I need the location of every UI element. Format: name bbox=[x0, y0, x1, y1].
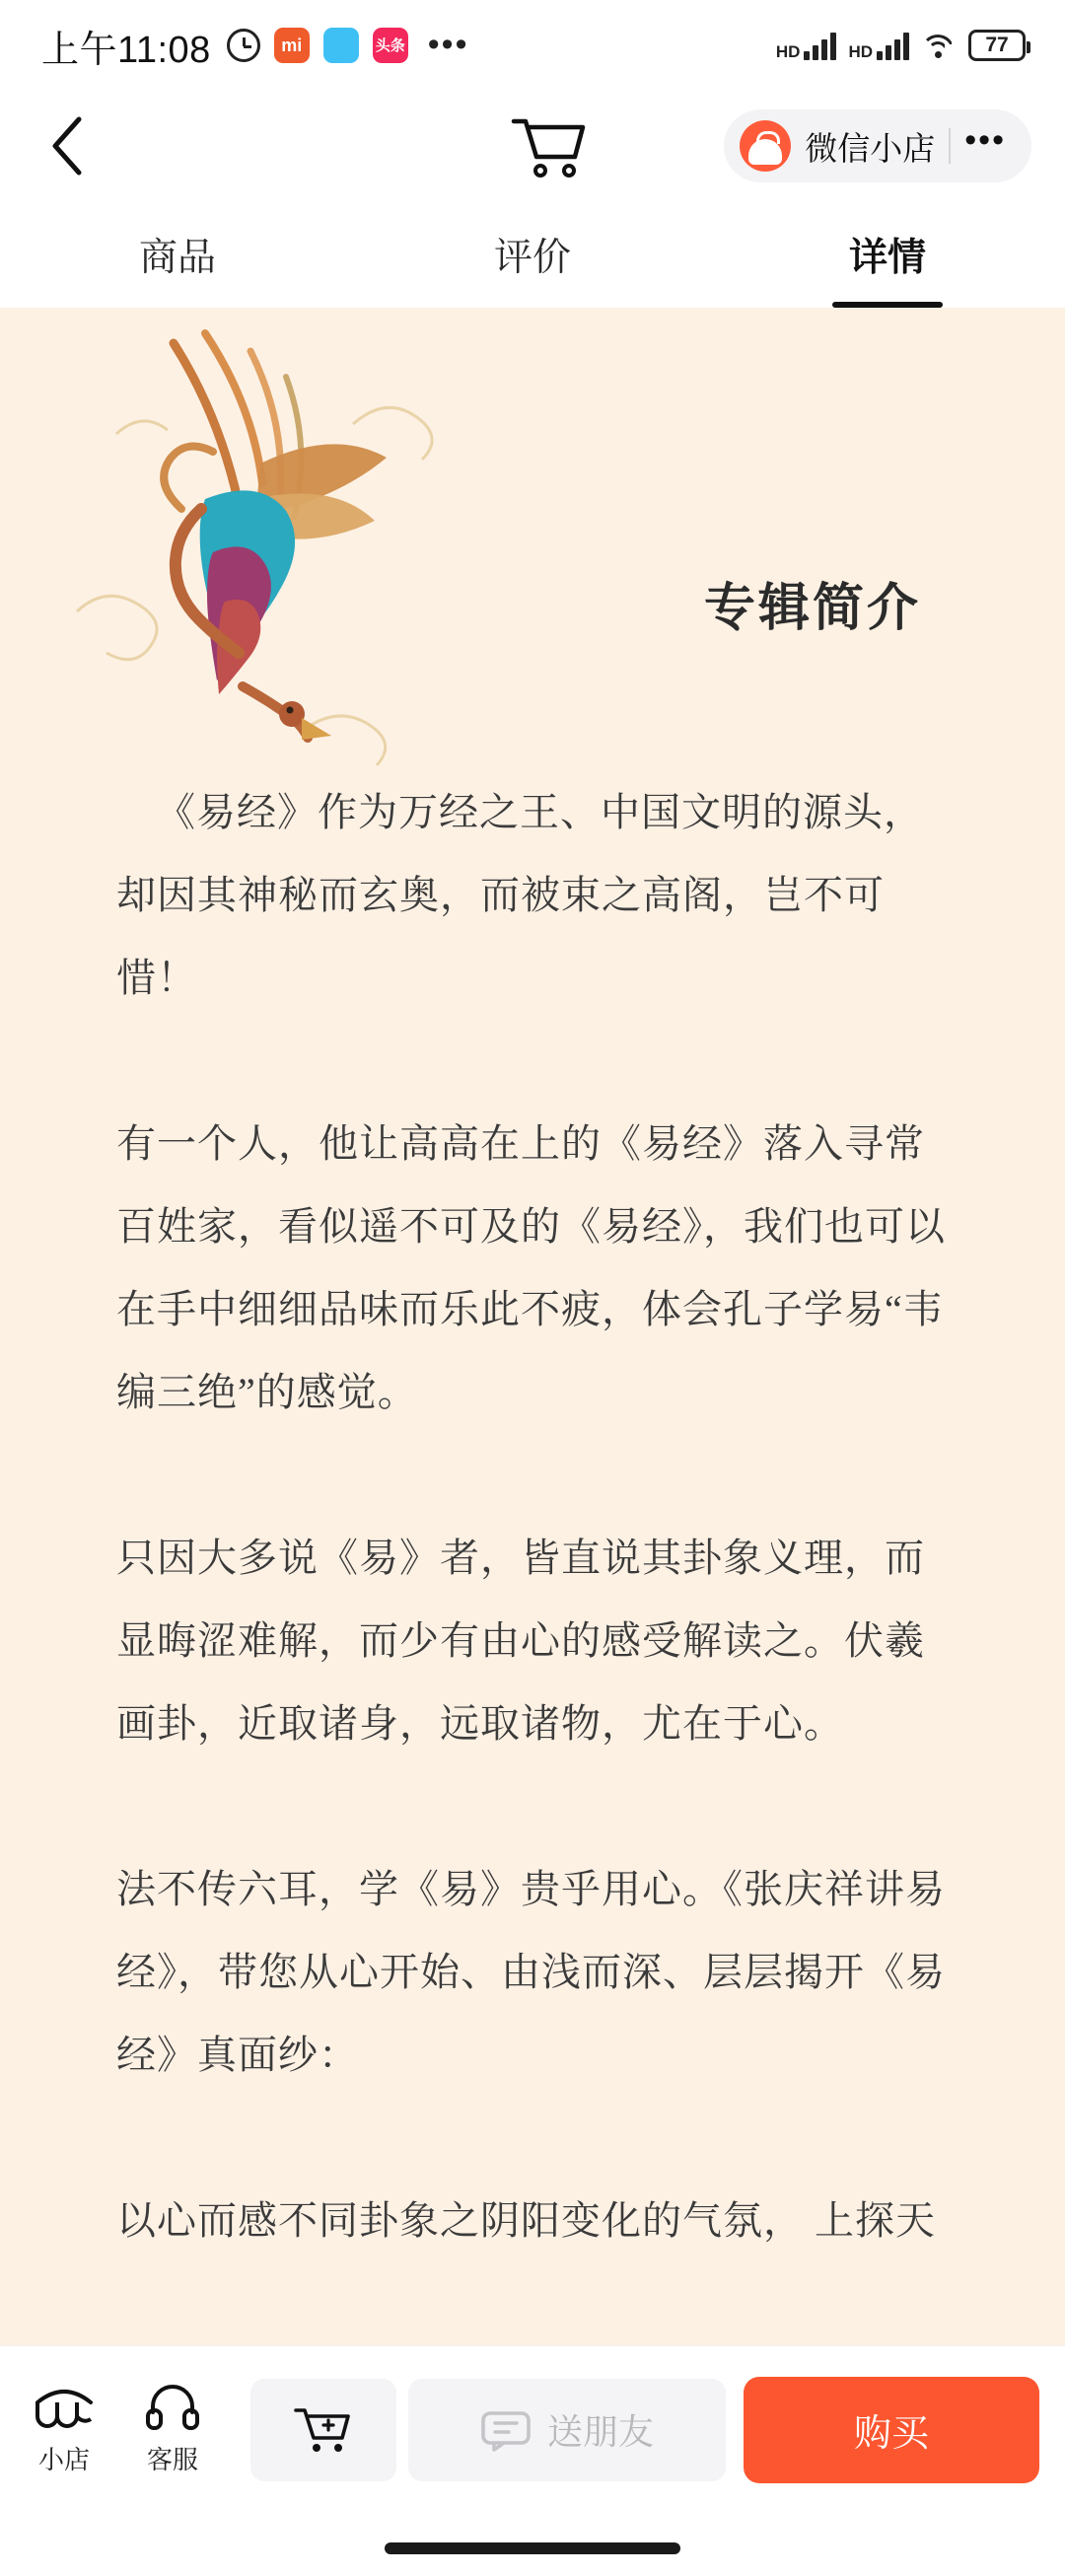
buy-button-label: 购买 bbox=[853, 2413, 929, 2455]
shopping-cart-icon bbox=[510, 111, 585, 180]
page-title: 专辑简介 bbox=[703, 581, 921, 637]
status-time: 上午11:08 bbox=[41, 29, 211, 71]
messenger-app-icon bbox=[323, 28, 359, 63]
description-paragraph: 以心而感不同卦象之阴阳变化的气氛， 上探天 bbox=[116, 2198, 936, 2243]
tab-product[interactable] bbox=[0, 201, 355, 308]
description-paragraph: 《易经》作为万经之王、中国文明的源头，却因其神秘而玄奥，而被束之高阁，岂不可惜！ bbox=[116, 790, 924, 1000]
phoenix-illustration bbox=[57, 316, 471, 769]
tab-product-label: 商品 bbox=[138, 237, 216, 279]
album-intro-header bbox=[0, 308, 1065, 771]
description-paragraph: 有一个人，他让高高在上的《易经》落入寻常百姓家，看似遥不可及的《易经》，我们也可以在手中细细品味而乐此不疲，体会孔子学易“韦编三绝”的感觉。 bbox=[116, 1121, 946, 1414]
add-to-cart-icon bbox=[293, 2402, 354, 2458]
more-dots-icon[interactable]: ••• bbox=[964, 120, 1006, 159]
tab-details[interactable] bbox=[710, 201, 1065, 308]
shop-button[interactable] bbox=[10, 2383, 118, 2476]
status-notification-icons bbox=[227, 28, 469, 63]
customer-service-label: 客服 bbox=[146, 2445, 198, 2474]
tab-reviews[interactable] bbox=[355, 201, 710, 308]
bottom-action-bar bbox=[0, 2345, 1065, 2513]
send-to-friend-label: 送朋友 bbox=[546, 2411, 654, 2452]
toutiao-app-icon: 头条 bbox=[373, 28, 408, 63]
shop-icon bbox=[33, 2383, 96, 2434]
hd-label-1: HD bbox=[775, 42, 801, 61]
description-paragraph: 法不传六耳，学《易》贵乎用心。《张庆祥讲易经》，带您从心开始、由浅而深、层层揭开《易经》真面纱： bbox=[116, 1867, 946, 2077]
alarm-icon bbox=[227, 29, 260, 62]
hd-label-2: HD bbox=[848, 42, 873, 61]
status-bar bbox=[0, 0, 1065, 91]
buy-button[interactable] bbox=[744, 2377, 1039, 2483]
signal-bars-icon-1 bbox=[804, 31, 836, 60]
chevron-left-icon bbox=[45, 111, 91, 180]
add-to-cart-button[interactable] bbox=[250, 2379, 396, 2481]
back-button[interactable] bbox=[34, 111, 103, 180]
nav-bar bbox=[0, 91, 1065, 201]
detail-content[interactable] bbox=[0, 308, 1065, 2345]
more-dots-icon: ••• bbox=[427, 26, 469, 64]
headset-icon bbox=[145, 2383, 200, 2434]
tab-reviews-label: 评价 bbox=[493, 237, 571, 279]
wechat-mini-shop-logo bbox=[740, 120, 791, 172]
gift-chat-icon bbox=[480, 2408, 532, 2452]
capsule-divider bbox=[949, 128, 951, 164]
home-gesture-area[interactable] bbox=[0, 2513, 1065, 2576]
description-paragraph: 只因大多说《易》者，皆直说其卦象义理，而显晦涩难解，而少有由心的感受解读之。伏羲画卦，近取诸身，远取诸物，尤在于心。 bbox=[116, 1536, 925, 1746]
shop-button-label: 小店 bbox=[37, 2445, 90, 2474]
wifi-icon bbox=[921, 32, 957, 59]
mini-program-name: 微信小店 bbox=[805, 129, 936, 167]
detail-tabs bbox=[0, 201, 1065, 308]
status-system-icons bbox=[776, 29, 1026, 62]
customer-service-button[interactable] bbox=[118, 2383, 227, 2476]
tab-details-label: 详情 bbox=[848, 237, 926, 279]
album-description bbox=[0, 771, 1065, 2262]
signal-bars-icon-2 bbox=[877, 31, 909, 60]
send-to-friend-button[interactable] bbox=[408, 2379, 726, 2481]
home-indicator[interactable] bbox=[385, 2542, 680, 2554]
mini-program-capsule[interactable] bbox=[724, 109, 1031, 182]
xiaomi-app-icon: mi bbox=[274, 28, 310, 63]
battery-indicator: 77 bbox=[968, 30, 1026, 61]
cart-button[interactable] bbox=[508, 107, 587, 185]
